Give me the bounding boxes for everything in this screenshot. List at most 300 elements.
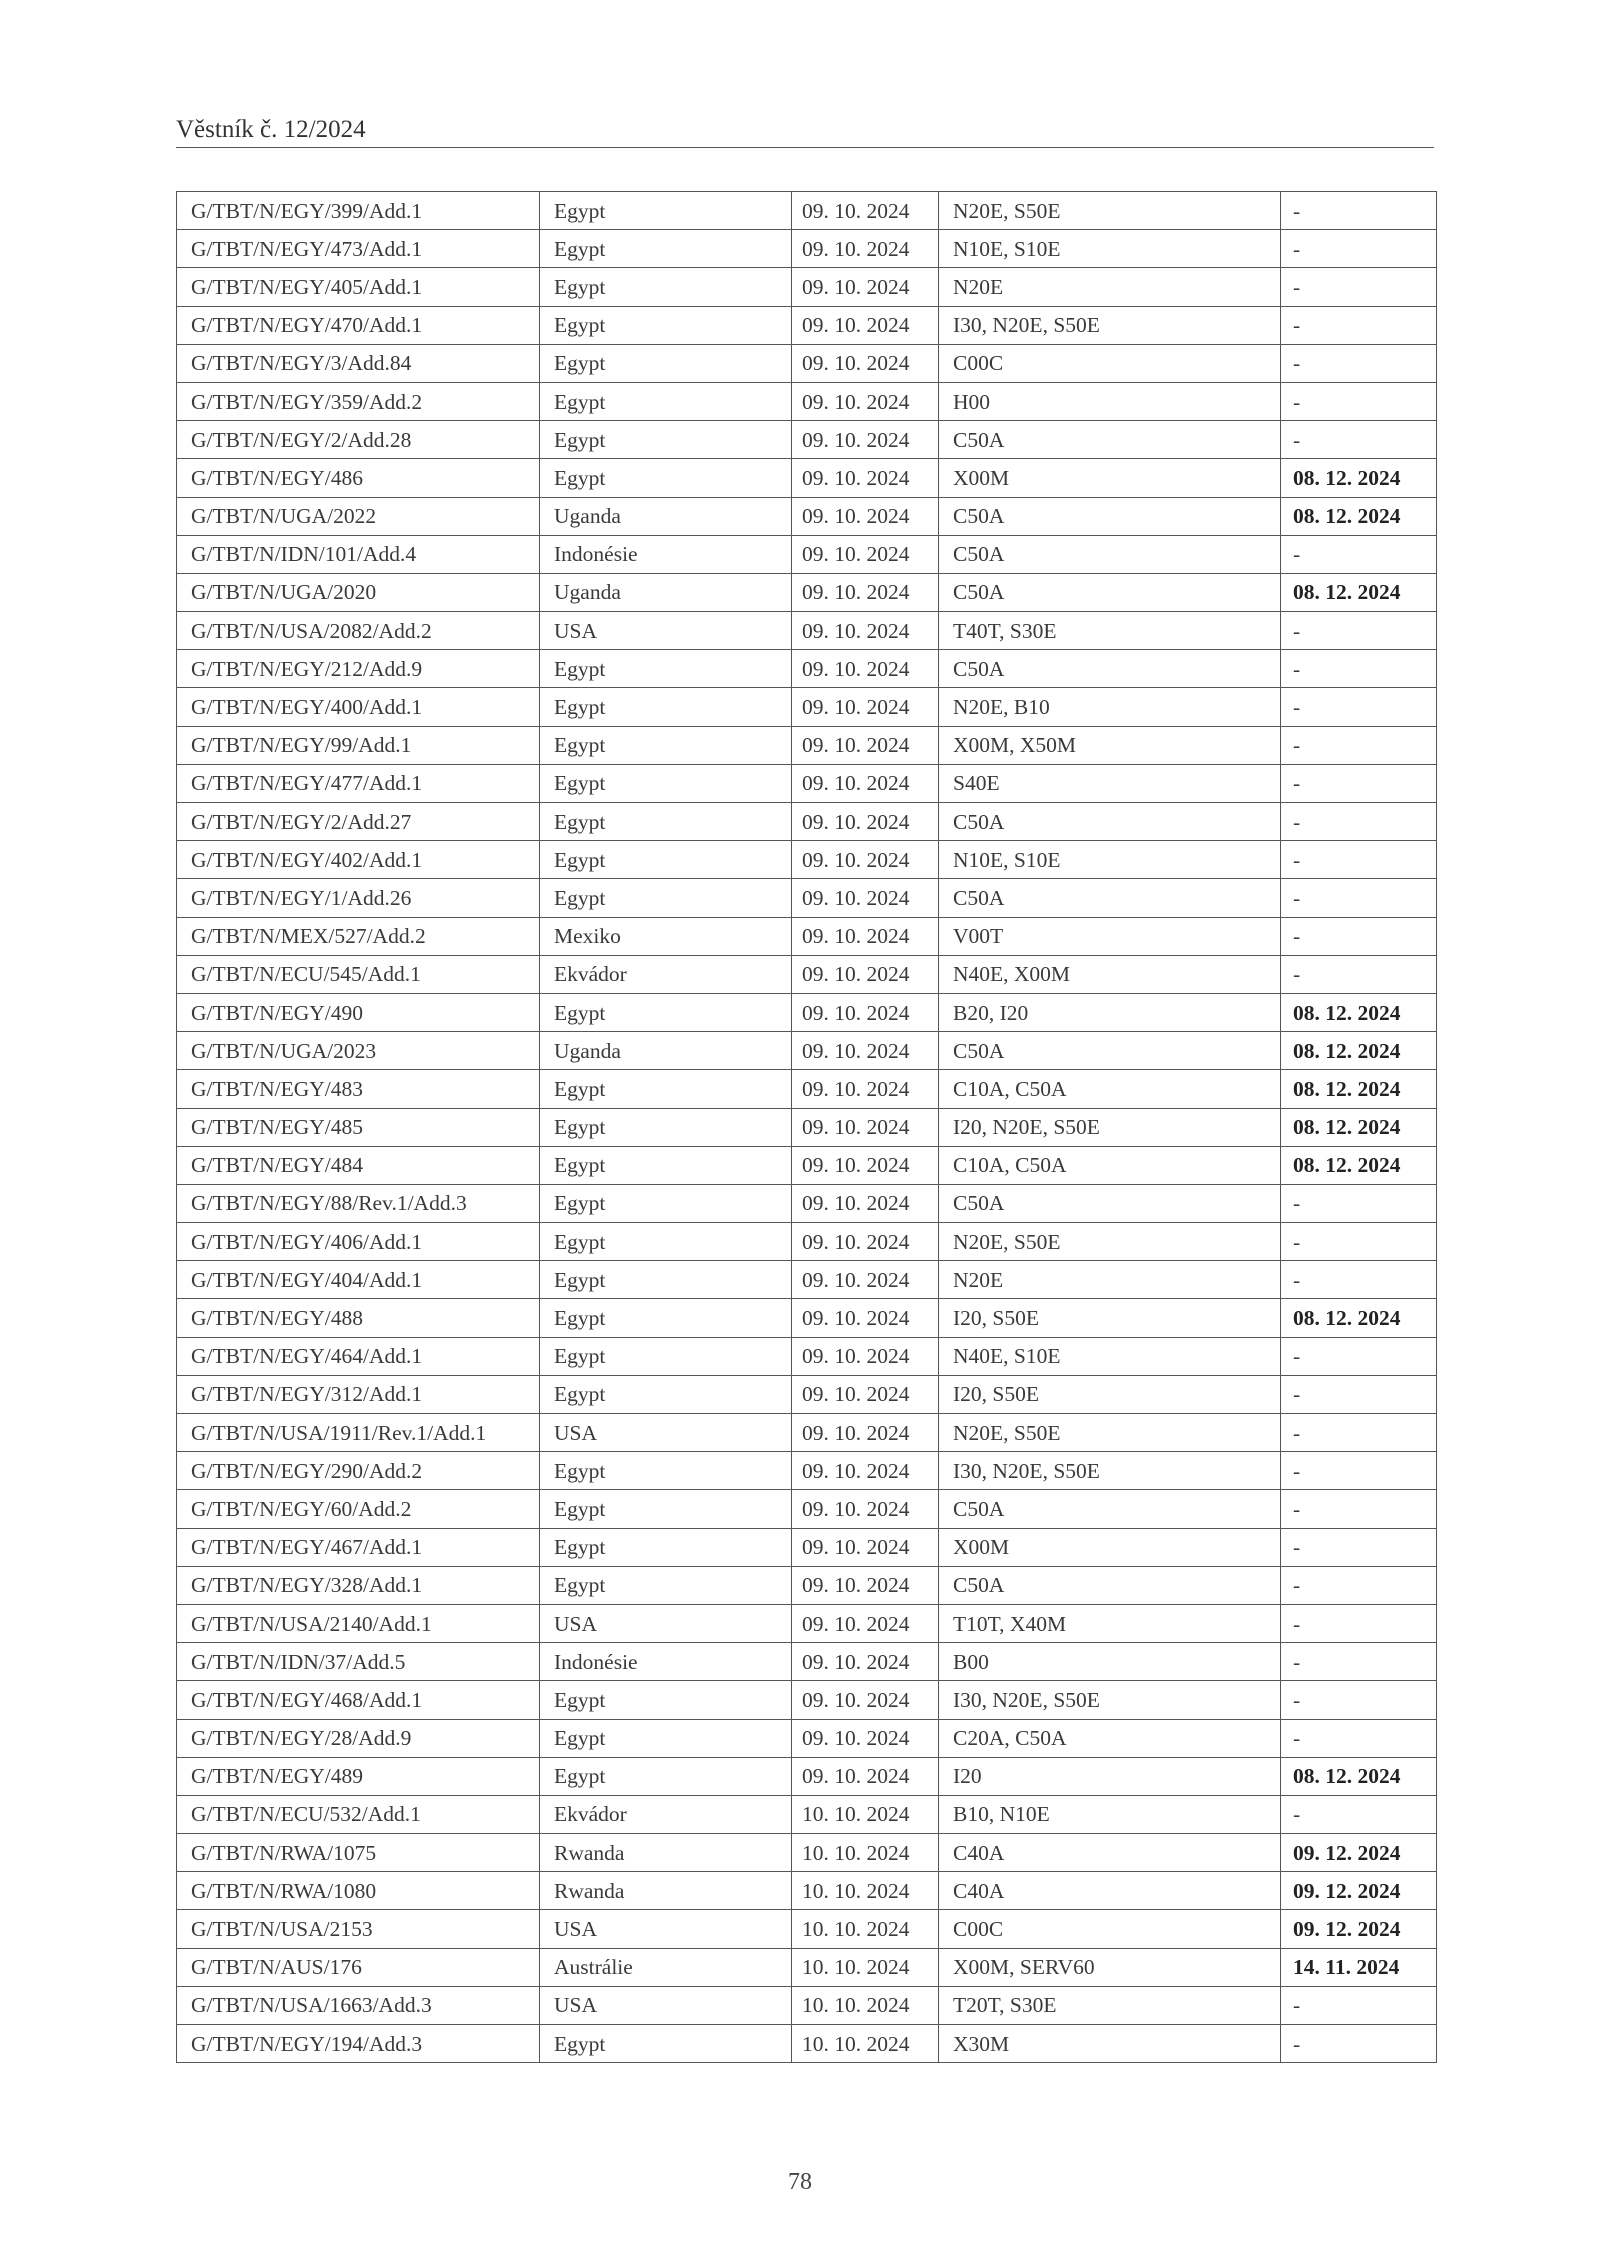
cell-ics-codes: I30, N20E, S50E	[939, 1681, 1281, 1719]
cell-ics-codes: N20E	[939, 268, 1281, 306]
table-row	[177, 459, 1437, 497]
cell-country: Rwanda	[540, 1834, 792, 1872]
cell-country: Egypt	[540, 1528, 792, 1566]
table-row	[177, 1299, 1437, 1337]
cell-date: 09. 10. 2024	[792, 1528, 939, 1566]
table-row	[177, 382, 1437, 420]
cell-ics-codes: C00C	[939, 1910, 1281, 1948]
table-row	[177, 1986, 1437, 2024]
cell-ics-codes: N40E, S10E	[939, 1337, 1281, 1375]
cell-country: USA	[540, 612, 792, 650]
cell-comment-deadline: -	[1281, 535, 1437, 573]
table-row	[177, 1146, 1437, 1184]
cell-document-symbol: G/TBT/N/USA/2153	[177, 1910, 540, 1948]
cell-ics-codes: C50A	[939, 1032, 1281, 1070]
table-row	[177, 688, 1437, 726]
cell-date: 09. 10. 2024	[792, 917, 939, 955]
cell-country: Egypt	[540, 1375, 792, 1413]
cell-document-symbol: G/TBT/N/EGY/488	[177, 1299, 540, 1337]
cell-document-symbol: G/TBT/N/EGY/400/Add.1	[177, 688, 540, 726]
cell-document-symbol: G/TBT/N/EGY/1/Add.26	[177, 879, 540, 917]
cell-ics-codes: I30, N20E, S50E	[939, 1452, 1281, 1490]
cell-country: Egypt	[540, 1337, 792, 1375]
cell-country: Egypt	[540, 421, 792, 459]
cell-document-symbol: G/TBT/N/IDN/37/Add.5	[177, 1643, 540, 1681]
cell-ics-codes: S40E	[939, 764, 1281, 802]
cell-country: Egypt	[540, 459, 792, 497]
table-row	[177, 1681, 1437, 1719]
cell-date: 09. 10. 2024	[792, 1337, 939, 1375]
page-header	[176, 110, 1434, 148]
cell-country: Egypt	[540, 344, 792, 382]
cell-ics-codes: C10A, C50A	[939, 1070, 1281, 1108]
cell-ics-codes: V00T	[939, 917, 1281, 955]
table-row	[177, 955, 1437, 993]
cell-comment-deadline: 09. 12. 2024	[1281, 1872, 1437, 1910]
notifications-table	[176, 191, 1437, 2063]
cell-country: Egypt	[540, 1223, 792, 1261]
cell-country: Uganda	[540, 497, 792, 535]
cell-ics-codes: I20	[939, 1757, 1281, 1795]
cell-date: 09. 10. 2024	[792, 1184, 939, 1222]
cell-comment-deadline: -	[1281, 841, 1437, 879]
cell-ics-codes: N20E, B10	[939, 688, 1281, 726]
cell-country: Egypt	[540, 1490, 792, 1528]
cell-document-symbol: G/TBT/N/EGY/212/Add.9	[177, 650, 540, 688]
cell-date: 09. 10. 2024	[792, 1146, 939, 1184]
cell-ics-codes: N20E, S50E	[939, 192, 1281, 230]
cell-comment-deadline: -	[1281, 1184, 1437, 1222]
cell-ics-codes: T40T, S30E	[939, 612, 1281, 650]
cell-document-symbol: G/TBT/N/USA/1663/Add.3	[177, 1986, 540, 2024]
cell-ics-codes: C40A	[939, 1834, 1281, 1872]
cell-country: Egypt	[540, 1681, 792, 1719]
table-row	[177, 1223, 1437, 1261]
cell-date: 10. 10. 2024	[792, 1795, 939, 1833]
cell-country: Egypt	[540, 306, 792, 344]
cell-country: Austrálie	[540, 1948, 792, 1986]
cell-country: Egypt	[540, 1719, 792, 1757]
cell-document-symbol: G/TBT/N/EGY/359/Add.2	[177, 382, 540, 420]
cell-comment-deadline: -	[1281, 917, 1437, 955]
cell-ics-codes: C50A	[939, 497, 1281, 535]
cell-ics-codes: N40E, X00M	[939, 955, 1281, 993]
cell-document-symbol: G/TBT/N/EGY/402/Add.1	[177, 841, 540, 879]
cell-country: Egypt	[540, 1299, 792, 1337]
cell-document-symbol: G/TBT/N/RWA/1080	[177, 1872, 540, 1910]
cell-ics-codes: T10T, X40M	[939, 1604, 1281, 1642]
cell-ics-codes: C40A	[939, 1872, 1281, 1910]
table-row	[177, 535, 1437, 573]
cell-date: 09. 10. 2024	[792, 1261, 939, 1299]
cell-document-symbol: G/TBT/N/EGY/473/Add.1	[177, 230, 540, 268]
cell-document-symbol: G/TBT/N/EGY/2/Add.27	[177, 803, 540, 841]
cell-country: Uganda	[540, 1032, 792, 1070]
cell-document-symbol: G/TBT/N/EGY/406/Add.1	[177, 1223, 540, 1261]
cell-date: 09. 10. 2024	[792, 1070, 939, 1108]
cell-date: 10. 10. 2024	[792, 1910, 939, 1948]
table-row	[177, 1414, 1437, 1452]
table-row	[177, 1910, 1437, 1948]
cell-document-symbol: G/TBT/N/EGY/99/Add.1	[177, 726, 540, 764]
cell-country: Egypt	[540, 803, 792, 841]
cell-comment-deadline: 08. 12. 2024	[1281, 497, 1437, 535]
cell-document-symbol: G/TBT/N/EGY/405/Add.1	[177, 268, 540, 306]
cell-document-symbol: G/TBT/N/EGY/404/Add.1	[177, 1261, 540, 1299]
table-row	[177, 1070, 1437, 1108]
cell-ics-codes: X00M, X50M	[939, 726, 1281, 764]
cell-country: Egypt	[540, 382, 792, 420]
cell-date: 09. 10. 2024	[792, 841, 939, 879]
table-row	[177, 1795, 1437, 1833]
cell-document-symbol: G/TBT/N/EGY/2/Add.28	[177, 421, 540, 459]
table-row	[177, 841, 1437, 879]
cell-date: 09. 10. 2024	[792, 1490, 939, 1528]
cell-date: 09. 10. 2024	[792, 726, 939, 764]
cell-comment-deadline: -	[1281, 2025, 1437, 2063]
cell-country: Rwanda	[540, 1872, 792, 1910]
cell-date: 10. 10. 2024	[792, 1948, 939, 1986]
cell-date: 09. 10. 2024	[792, 879, 939, 917]
cell-comment-deadline: -	[1281, 1375, 1437, 1413]
cell-document-symbol: G/TBT/N/AUS/176	[177, 1948, 540, 1986]
cell-country: Egypt	[540, 1146, 792, 1184]
cell-ics-codes: C20A, C50A	[939, 1719, 1281, 1757]
cell-comment-deadline: -	[1281, 192, 1437, 230]
notifications-table-container	[176, 191, 1436, 2063]
table-row	[177, 993, 1437, 1031]
cell-ics-codes: B00	[939, 1643, 1281, 1681]
cell-country: Egypt	[540, 688, 792, 726]
cell-country: Indonésie	[540, 1643, 792, 1681]
cell-comment-deadline: -	[1281, 1261, 1437, 1299]
cell-country: USA	[540, 1986, 792, 2024]
cell-comment-deadline: -	[1281, 1566, 1437, 1604]
cell-comment-deadline: -	[1281, 612, 1437, 650]
cell-comment-deadline: -	[1281, 230, 1437, 268]
cell-ics-codes: C50A	[939, 879, 1281, 917]
page-number: 78	[788, 2169, 812, 2195]
cell-document-symbol: G/TBT/N/EGY/486	[177, 459, 540, 497]
cell-date: 09. 10. 2024	[792, 459, 939, 497]
cell-ics-codes: I20, N20E, S50E	[939, 1108, 1281, 1146]
cell-comment-deadline: -	[1281, 955, 1437, 993]
cell-comment-deadline: -	[1281, 1986, 1437, 2024]
cell-ics-codes: X00M, SERV60	[939, 1948, 1281, 1986]
cell-date: 09. 10. 2024	[792, 1452, 939, 1490]
table-row	[177, 650, 1437, 688]
cell-date: 09. 10. 2024	[792, 1757, 939, 1795]
cell-ics-codes: C50A	[939, 803, 1281, 841]
cell-comment-deadline: 14. 11. 2024	[1281, 1948, 1437, 1986]
cell-country: Egypt	[540, 1452, 792, 1490]
cell-date: 09. 10. 2024	[792, 344, 939, 382]
cell-date: 09. 10. 2024	[792, 268, 939, 306]
cell-comment-deadline: -	[1281, 650, 1437, 688]
cell-date: 09. 10. 2024	[792, 612, 939, 650]
cell-comment-deadline: 08. 12. 2024	[1281, 1070, 1437, 1108]
cell-comment-deadline: -	[1281, 421, 1437, 459]
cell-document-symbol: G/TBT/N/UGA/2023	[177, 1032, 540, 1070]
cell-country: Uganda	[540, 573, 792, 611]
cell-ics-codes: C50A	[939, 573, 1281, 611]
cell-comment-deadline: -	[1281, 1719, 1437, 1757]
cell-document-symbol: G/TBT/N/EGY/399/Add.1	[177, 192, 540, 230]
cell-country: Egypt	[540, 268, 792, 306]
cell-document-symbol: G/TBT/N/EGY/3/Add.84	[177, 344, 540, 382]
cell-country: Egypt	[540, 993, 792, 1031]
table-row	[177, 764, 1437, 802]
cell-document-symbol: G/TBT/N/EGY/483	[177, 1070, 540, 1108]
cell-date: 09. 10. 2024	[792, 421, 939, 459]
table-row	[177, 573, 1437, 611]
cell-comment-deadline: -	[1281, 268, 1437, 306]
cell-document-symbol: G/TBT/N/USA/1911/Rev.1/Add.1	[177, 1414, 540, 1452]
cell-date: 09. 10. 2024	[792, 764, 939, 802]
cell-ics-codes: B20, I20	[939, 993, 1281, 1031]
cell-date: 09. 10. 2024	[792, 192, 939, 230]
cell-comment-deadline: -	[1281, 1414, 1437, 1452]
table-row	[177, 192, 1437, 230]
table-row	[177, 306, 1437, 344]
cell-document-symbol: G/TBT/N/EGY/464/Add.1	[177, 1337, 540, 1375]
cell-date: 09. 10. 2024	[792, 1719, 939, 1757]
table-row	[177, 1184, 1437, 1222]
cell-date: 09. 10. 2024	[792, 497, 939, 535]
table-row	[177, 1834, 1437, 1872]
cell-ics-codes: H00	[939, 382, 1281, 420]
cell-ics-codes: C50A	[939, 1490, 1281, 1528]
cell-comment-deadline: -	[1281, 1337, 1437, 1375]
table-row	[177, 1948, 1437, 1986]
cell-date: 09. 10. 2024	[792, 1604, 939, 1642]
cell-ics-codes: C50A	[939, 535, 1281, 573]
cell-comment-deadline: 08. 12. 2024	[1281, 1757, 1437, 1795]
table-row	[177, 1452, 1437, 1490]
cell-date: 09. 10. 2024	[792, 306, 939, 344]
cell-date: 10. 10. 2024	[792, 1872, 939, 1910]
cell-date: 09. 10. 2024	[792, 688, 939, 726]
cell-document-symbol: G/TBT/N/EGY/467/Add.1	[177, 1528, 540, 1566]
cell-date: 09. 10. 2024	[792, 573, 939, 611]
cell-ics-codes: I20, S50E	[939, 1299, 1281, 1337]
cell-country: USA	[540, 1414, 792, 1452]
cell-ics-codes: C10A, C50A	[939, 1146, 1281, 1184]
cell-date: 09. 10. 2024	[792, 955, 939, 993]
table-row	[177, 1337, 1437, 1375]
cell-date: 09. 10. 2024	[792, 993, 939, 1031]
cell-ics-codes: I20, S50E	[939, 1375, 1281, 1413]
cell-date: 09. 10. 2024	[792, 1108, 939, 1146]
cell-ics-codes: N10E, S10E	[939, 230, 1281, 268]
cell-country: Egypt	[540, 841, 792, 879]
table-row	[177, 344, 1437, 382]
cell-country: Egypt	[540, 192, 792, 230]
cell-comment-deadline: -	[1281, 382, 1437, 420]
cell-document-symbol: G/TBT/N/EGY/477/Add.1	[177, 764, 540, 802]
cell-comment-deadline: 09. 12. 2024	[1281, 1910, 1437, 1948]
cell-document-symbol: G/TBT/N/ECU/545/Add.1	[177, 955, 540, 993]
cell-country: Egypt	[540, 1261, 792, 1299]
cell-document-symbol: G/TBT/N/USA/2082/Add.2	[177, 612, 540, 650]
cell-country: Egypt	[540, 879, 792, 917]
cell-ics-codes: X00M	[939, 1528, 1281, 1566]
cell-date: 09. 10. 2024	[792, 650, 939, 688]
cell-country: USA	[540, 1604, 792, 1642]
cell-document-symbol: G/TBT/N/USA/2140/Add.1	[177, 1604, 540, 1642]
table-row	[177, 1032, 1437, 1070]
cell-date: 09. 10. 2024	[792, 1681, 939, 1719]
cell-ics-codes: C50A	[939, 1566, 1281, 1604]
cell-ics-codes: I30, N20E, S50E	[939, 306, 1281, 344]
table-row	[177, 612, 1437, 650]
table-row	[177, 803, 1437, 841]
cell-country: Egypt	[540, 726, 792, 764]
cell-comment-deadline: -	[1281, 1528, 1437, 1566]
cell-country: Egypt	[540, 1757, 792, 1795]
cell-comment-deadline: -	[1281, 1681, 1437, 1719]
cell-document-symbol: G/TBT/N/IDN/101/Add.4	[177, 535, 540, 573]
cell-comment-deadline: -	[1281, 764, 1437, 802]
table-row	[177, 1719, 1437, 1757]
cell-ics-codes: B10, N10E	[939, 1795, 1281, 1833]
cell-date: 09. 10. 2024	[792, 1643, 939, 1681]
cell-comment-deadline: 08. 12. 2024	[1281, 993, 1437, 1031]
cell-date: 09. 10. 2024	[792, 1032, 939, 1070]
table-row	[177, 726, 1437, 764]
cell-document-symbol: G/TBT/N/UGA/2020	[177, 573, 540, 611]
cell-ics-codes: N10E, S10E	[939, 841, 1281, 879]
cell-date: 10. 10. 2024	[792, 1834, 939, 1872]
cell-comment-deadline: -	[1281, 1643, 1437, 1681]
cell-comment-deadline: 08. 12. 2024	[1281, 459, 1437, 497]
cell-country: Ekvádor	[540, 1795, 792, 1833]
cell-document-symbol: G/TBT/N/EGY/28/Add.9	[177, 1719, 540, 1757]
table-row	[177, 1604, 1437, 1642]
cell-ics-codes: N20E	[939, 1261, 1281, 1299]
table-row	[177, 879, 1437, 917]
cell-date: 09. 10. 2024	[792, 1299, 939, 1337]
cell-date: 09. 10. 2024	[792, 382, 939, 420]
cell-country: Egypt	[540, 2025, 792, 2063]
cell-comment-deadline: -	[1281, 1604, 1437, 1642]
cell-document-symbol: G/TBT/N/EGY/194/Add.3	[177, 2025, 540, 2063]
cell-ics-codes: X00M	[939, 459, 1281, 497]
cell-comment-deadline: 08. 12. 2024	[1281, 1108, 1437, 1146]
cell-country: USA	[540, 1910, 792, 1948]
cell-country: Ekvádor	[540, 955, 792, 993]
table-row	[177, 268, 1437, 306]
cell-country: Mexiko	[540, 917, 792, 955]
cell-comment-deadline: -	[1281, 306, 1437, 344]
cell-ics-codes: C50A	[939, 421, 1281, 459]
table-row	[177, 1643, 1437, 1681]
table-row	[177, 497, 1437, 535]
cell-comment-deadline: 08. 12. 2024	[1281, 1146, 1437, 1184]
cell-document-symbol: G/TBT/N/ECU/532/Add.1	[177, 1795, 540, 1833]
cell-country: Egypt	[540, 1108, 792, 1146]
table-row	[177, 1375, 1437, 1413]
bulletin-title: Věstník č. 12/2024	[176, 116, 366, 143]
table-row	[177, 1757, 1437, 1795]
cell-date: 09. 10. 2024	[792, 1375, 939, 1413]
cell-date: 09. 10. 2024	[792, 1223, 939, 1261]
cell-date: 09. 10. 2024	[792, 1414, 939, 1452]
cell-document-symbol: G/TBT/N/EGY/489	[177, 1757, 540, 1795]
cell-country: Egypt	[540, 230, 792, 268]
cell-document-symbol: G/TBT/N/EGY/328/Add.1	[177, 1566, 540, 1604]
cell-date: 10. 10. 2024	[792, 2025, 939, 2063]
cell-document-symbol: G/TBT/N/EGY/484	[177, 1146, 540, 1184]
cell-ics-codes: N20E, S50E	[939, 1223, 1281, 1261]
cell-comment-deadline: -	[1281, 688, 1437, 726]
cell-comment-deadline: -	[1281, 1490, 1437, 1528]
notifications-table-body	[177, 192, 1437, 2063]
cell-comment-deadline: -	[1281, 1795, 1437, 1833]
cell-document-symbol: G/TBT/N/EGY/468/Add.1	[177, 1681, 540, 1719]
cell-country: Egypt	[540, 1566, 792, 1604]
cell-document-symbol: G/TBT/N/EGY/290/Add.2	[177, 1452, 540, 1490]
cell-comment-deadline: 08. 12. 2024	[1281, 573, 1437, 611]
cell-document-symbol: G/TBT/N/MEX/527/Add.2	[177, 917, 540, 955]
table-row	[177, 917, 1437, 955]
cell-date: 09. 10. 2024	[792, 230, 939, 268]
cell-ics-codes: N20E, S50E	[939, 1414, 1281, 1452]
cell-ics-codes: C00C	[939, 344, 1281, 382]
cell-comment-deadline: 08. 12. 2024	[1281, 1299, 1437, 1337]
cell-country: Indonésie	[540, 535, 792, 573]
table-row	[177, 1566, 1437, 1604]
cell-ics-codes: X30M	[939, 2025, 1281, 2063]
cell-comment-deadline: -	[1281, 726, 1437, 764]
cell-document-symbol: G/TBT/N/EGY/485	[177, 1108, 540, 1146]
cell-country: Egypt	[540, 650, 792, 688]
cell-comment-deadline: 09. 12. 2024	[1281, 1834, 1437, 1872]
table-row	[177, 1261, 1437, 1299]
cell-comment-deadline: -	[1281, 1452, 1437, 1490]
table-row	[177, 421, 1437, 459]
cell-country: Egypt	[540, 764, 792, 802]
cell-country: Egypt	[540, 1184, 792, 1222]
cell-comment-deadline: -	[1281, 344, 1437, 382]
cell-comment-deadline: -	[1281, 879, 1437, 917]
cell-document-symbol: G/TBT/N/EGY/470/Add.1	[177, 306, 540, 344]
table-row	[177, 1490, 1437, 1528]
cell-comment-deadline: -	[1281, 1223, 1437, 1261]
cell-document-symbol: G/TBT/N/EGY/60/Add.2	[177, 1490, 540, 1528]
cell-document-symbol: G/TBT/N/EGY/88/Rev.1/Add.3	[177, 1184, 540, 1222]
cell-country: Egypt	[540, 1070, 792, 1108]
cell-document-symbol: G/TBT/N/EGY/312/Add.1	[177, 1375, 540, 1413]
table-row	[177, 1108, 1437, 1146]
table-row	[177, 230, 1437, 268]
cell-date: 10. 10. 2024	[792, 1986, 939, 2024]
cell-document-symbol: G/TBT/N/RWA/1075	[177, 1834, 540, 1872]
cell-document-symbol: G/TBT/N/EGY/490	[177, 993, 540, 1031]
cell-comment-deadline: 08. 12. 2024	[1281, 1032, 1437, 1070]
cell-date: 09. 10. 2024	[792, 535, 939, 573]
cell-ics-codes: C50A	[939, 1184, 1281, 1222]
cell-ics-codes: C50A	[939, 650, 1281, 688]
cell-document-symbol: G/TBT/N/UGA/2022	[177, 497, 540, 535]
table-row	[177, 2025, 1437, 2063]
table-row	[177, 1528, 1437, 1566]
table-row	[177, 1872, 1437, 1910]
cell-ics-codes: T20T, S30E	[939, 1986, 1281, 2024]
cell-date: 09. 10. 2024	[792, 803, 939, 841]
cell-comment-deadline: -	[1281, 803, 1437, 841]
cell-date: 09. 10. 2024	[792, 1566, 939, 1604]
